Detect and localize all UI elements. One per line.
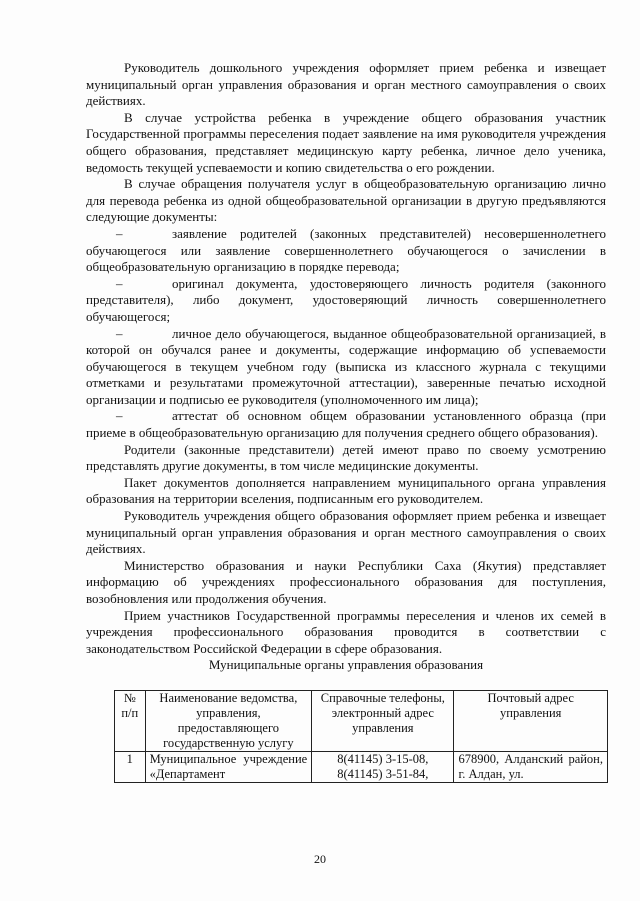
document-body bbox=[86, 60, 606, 783]
list-item bbox=[86, 226, 606, 276]
table-title: Муниципальные органы управления образования bbox=[208, 657, 484, 673]
table-row bbox=[115, 751, 608, 782]
dash-marker: – bbox=[116, 225, 123, 241]
page-number: 20 bbox=[314, 852, 326, 866]
paragraph: Пакет документов дополняется направлением муниципального органа управления образования на территории вселения, подписанным его руководителем. bbox=[86, 474, 606, 507]
paragraph: Родители (законные представители) детей имеют право по своему усмотрению представлять другие документы, в том числе медицинские документы. bbox=[86, 441, 606, 474]
list-item bbox=[86, 276, 606, 326]
dash-marker: – bbox=[116, 325, 123, 341]
list-item bbox=[86, 326, 606, 409]
paragraph: В случае устройства ребенка в учреждение общего образования участник Государственной программы переселения подает заявление на имя руководителя учреждения общего образования, представляет медицинскую карту ребенка, личное дело ученика, ведомость текущей успеваемости и копию свидетельства о его рождении. bbox=[86, 109, 606, 175]
header-address: Почтовый адрес управления bbox=[454, 690, 608, 751]
list-item-text: аттестат об основном общем образовании установленного образца (при приеме в общеобразовательную организацию для получения среднего общего образования). bbox=[86, 408, 606, 441]
list-item bbox=[86, 408, 606, 441]
header-name: Наименование ведомства, управления, предоставляющего государственную услугу bbox=[145, 690, 312, 751]
cell-name: Муниципальное учреждение «Департамент bbox=[145, 751, 312, 782]
paragraph: Прием участников Государственной программы переселения и членов их семей в учреждения профессионального образования проводится в соответствии с законодательством Российской Федерации в сфере образования. bbox=[86, 607, 606, 656]
paragraph: Руководитель дошкольного учреждения оформляет прием ребенка и извещает муниципальный орган управления образования и орган местного самоуправления о своих действиях. bbox=[86, 60, 606, 109]
paragraph: В случае обращения получателя услуг в общеобразовательную организацию лично для перевода ребенка из одной общеобразовательной организации в другую предъявляются следующие документы: bbox=[86, 176, 606, 225]
list-item-text: личное дело обучающегося, выданное общеобразовательной организацией, в которой он обучался ранее и документы, содержащие информацию об успеваемости обучающегося в текущем учебном году (выписка из классного журнала с текущими отметками и результатами промежуточной аттестации), заверенные печатью исходной организации и подписью ее руководителя (уполномоченного им лица); bbox=[86, 325, 606, 407]
dash-marker: – bbox=[116, 408, 123, 424]
list-item-text: оригинал документа, удостоверяющего личность родителя (законного представителя), либо документ, удостоверяющий личность совершеннолетнего обучающегося; bbox=[86, 275, 606, 324]
header-num: № п/п bbox=[115, 690, 146, 751]
header-phones: Справочные телефоны, электронный адрес управления bbox=[312, 690, 454, 751]
cell-phones: 8(41145) 3-15-08, 8(41145) 3-51-84, bbox=[312, 751, 454, 782]
table-header-row bbox=[115, 690, 608, 751]
cell-num: 1 bbox=[115, 751, 146, 782]
paragraph: Руководитель учреждения общего образования оформляет прием ребенка и извещает муниципальный орган управления образования и орган местного самоуправления о своих действиях. bbox=[86, 508, 606, 557]
orgs-table bbox=[114, 690, 608, 783]
dash-marker: – bbox=[116, 275, 123, 291]
list-item-text: заявление родителей (законных представителей) несовершеннолетнего обучающегося или заявление совершеннолетнего обучающегося о зачислении в общеобразовательную организацию в порядке перевода; bbox=[86, 225, 606, 275]
paragraph: Министерство образования и науки Республики Саха (Якутия) представляет информацию об учреждениях профессионального образования для поступления, возобновления или продолжения обучения. bbox=[86, 557, 606, 606]
cell-address: 678900, Алданский район, г. Алдан, ул. bbox=[454, 751, 608, 782]
